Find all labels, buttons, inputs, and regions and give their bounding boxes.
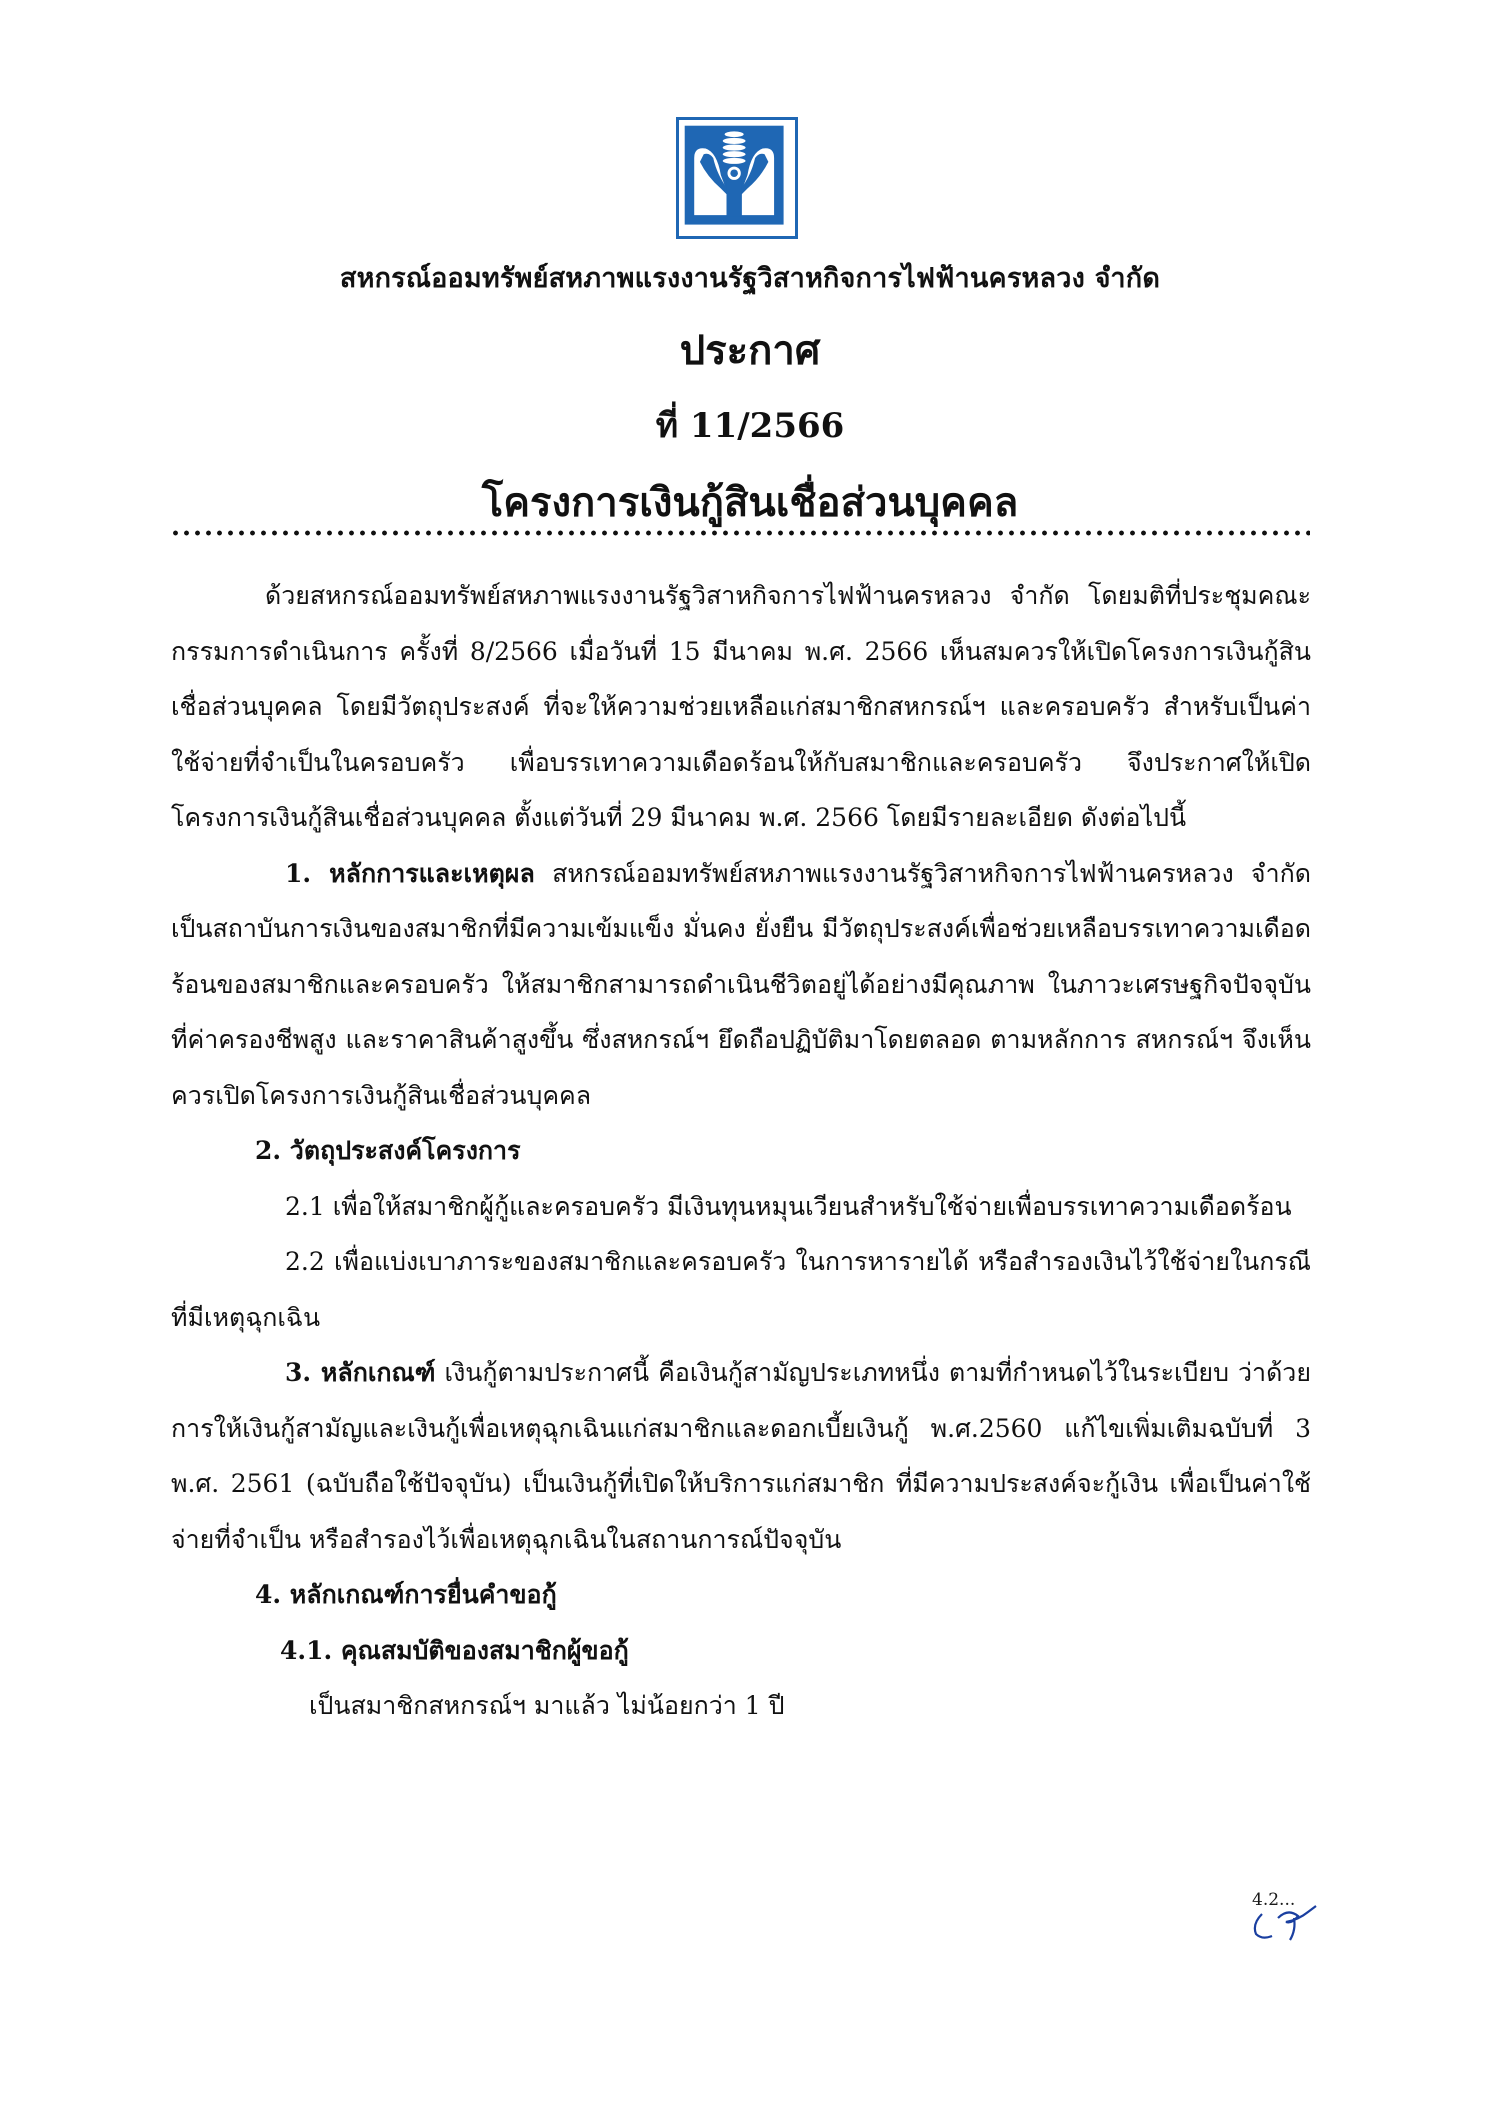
section-4-1-text: เป็นสมาชิกสหกรณ์ฯ มาแล้ว ไม่น้อยกว่า 1 ปี	[309, 1691, 785, 1720]
hands-coins-logo-icon	[679, 120, 795, 236]
cooperative-logo	[676, 117, 798, 239]
section-3-heading: 3. หลักเกณฑ์	[285, 1358, 436, 1387]
announcement-body	[171, 568, 1311, 1734]
next-page-marker: 4.2...	[1252, 1890, 1296, 1910]
announcement-subject: โครงการเงินกู้สินเชื่อส่วนบุคคล	[481, 479, 1019, 526]
section-2-2-text: 2.2 เพื่อแบ่งเบาภาระของสมาชิกและครอบครัว ในการหารายได้ หรือสำรองเงินไว้ใช้จ่ายในกรณีที่มีเหตุฉุกเฉิน	[171, 1247, 1311, 1332]
section-2-heading: 2. วัตถุประสงค์โครงการ	[255, 1136, 521, 1165]
section-2-1-text: 2.1 เพื่อให้สมาชิกผู้กู้และครอบครัว มีเงินทุนหมุนเวียนสำหรับใช้จ่ายเพื่อบรรเทาความเดือดร้อน	[285, 1191, 1292, 1221]
section-4-heading: 4. หลักเกณฑ์การยื่นคำขอกู้	[255, 1580, 557, 1609]
dotted-divider	[170, 530, 1310, 536]
initials-signature-icon	[1248, 1896, 1328, 1946]
organization-name: สหกรณ์ออมทรัพย์สหภาพแรงงานรัฐวิสาหกิจการไฟฟ้านครหลวง จำกัด	[339, 263, 1161, 294]
section-3-text: เงินกู้ตามประกาศนี้ คือเงินกู้สามัญประเภทหนึ่ง ตามที่กำหนดไว้ในระเบียบ ว่าด้วย การให้เงินกู้สามัญและเงินกู้เพื่อเหตุฉุกเฉินแก่สมาชิกและดอกเบี้ยเงินกู้ พ.ศ.2560 แก้ไขเพิ่มเติมฉบับที่ 3 พ.ศ. 2561 (ฉบับถือใช้ปัจจุบัน) เป็นเงินกู้ที่เปิดให้บริการแก่สมาชิก ที่มีความประสงค์จะกู้เงิน เพื่อเป็นค่าใช้จ่ายที่จำเป็น หรือสำรองไว้เพื่อเหตุฉุกเฉินในสถานการณ์ปัจจุบัน	[171, 1358, 1311, 1554]
section-1-heading: 1. หลักการและเหตุผล	[285, 858, 535, 888]
intro-paragraph: ด้วยสหกรณ์ออมทรัพย์สหภาพแรงงานรัฐวิสาหกิจการไฟฟ้านครหลวง จำกัด โดยมติที่ประชุมคณะกรรมการดำเนินการ ครั้งที่ 8/2566 เมื่อวันที่ 15 มีนาคม พ.ศ. 2566 เห็นสมควรให้เปิดโครงการเงินกู้สินเชื่อส่วนบุคคล โดยมีวัตถุประสงค์ ที่จะให้ความช่วยเหลือแก่สมาชิกสหกรณ์ฯ และครอบครัว สำหรับเป็นค่าใช้จ่ายที่จำเป็นในครอบครัว เพื่อบรรเทาความเดือดร้อนให้กับสมาชิกและครอบครัว จึงประกาศให้เปิดโครงการเงินกู้สินเชื่อส่วนบุคคล ตั้งแต่วันที่ 29 มีนาคม พ.ศ. 2566 โดยมีรายละเอียด ดังต่อไปนี้	[171, 581, 1311, 832]
section-4-1-heading: 4.1. คุณสมบัติของสมาชิกผู้ขอกู้	[280, 1635, 629, 1665]
section-1-text: สหกรณ์ออมทรัพย์สหภาพแรงงานรัฐวิสาหกิจการไฟฟ้านครหลวง จำกัด เป็นสถาบันการเงินของสมาชิกที่มีความเข้มแข็ง มั่นคง ยั่งยืน มีวัตถุประสงค์เพื่อช่วยเหลือบรรเทาความเดือดร้อนของสมาชิกและครอบครัว ให้สมาชิกสามารถดำเนินชีวิตอยู่ได้อย่างมีคุณภาพ ในภาวะเศรษฐกิจปัจจุบัน ที่ค่าครองชีพสูง และราคาสินค้าสูงขึ้น ซึ่งสหกรณ์ฯ ยึดถือปฏิบัติมาโดยตลอด ตามหลักการ สหกรณ์ฯ จึงเห็นควรเปิดโครงการเงินกู้สินเชื่อส่วนบุคคล	[171, 858, 1311, 1110]
announcement-title: ประกาศ	[679, 327, 821, 374]
section-1-paragraph	[171, 846, 1311, 1124]
section-3-paragraph	[171, 1345, 1311, 1567]
announcement-number: ที่ 11/2566	[655, 406, 845, 446]
